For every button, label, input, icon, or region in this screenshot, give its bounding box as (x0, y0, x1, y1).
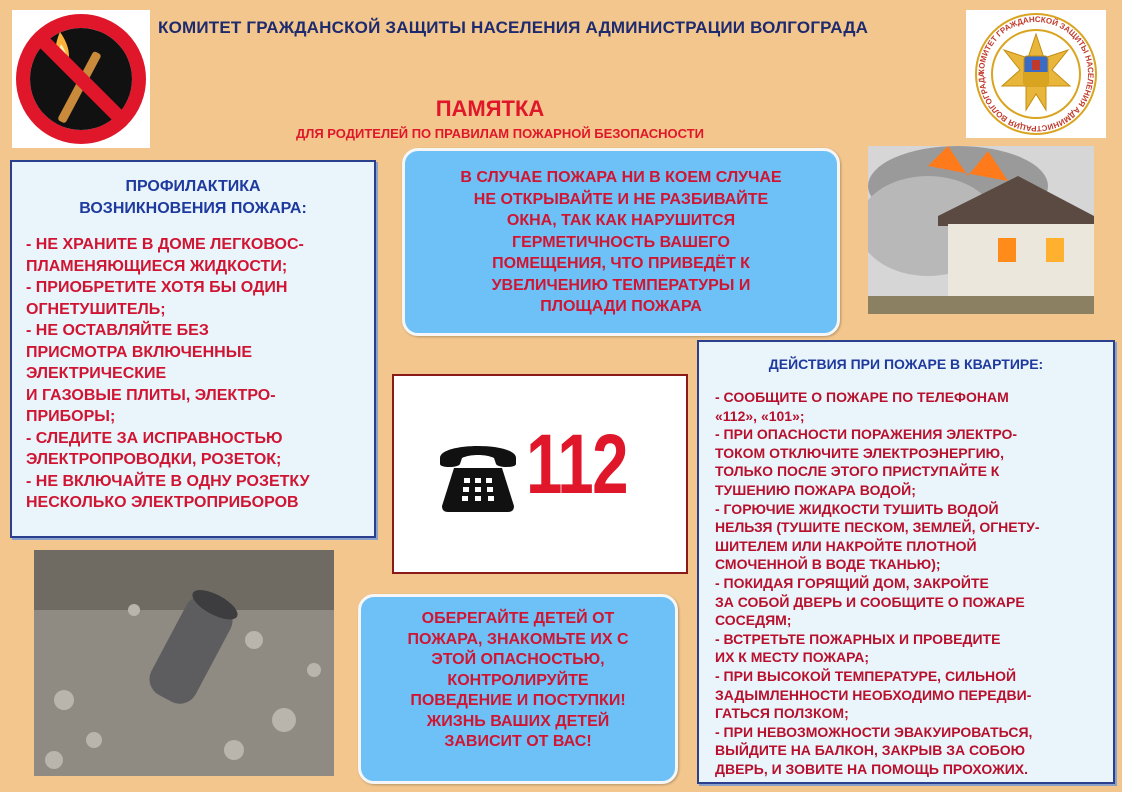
children-warning-callout (358, 594, 678, 784)
list-item: - ВСТРЕТЬТЕ ПОЖАРНЫХ И ПРОВЕДИТЕ ИХ К МЕСТУ ПОЖАРА; (715, 630, 1001, 666)
window-warning-callout (402, 148, 840, 336)
burning-house-photo (868, 146, 1094, 314)
telephone-icon (436, 432, 520, 516)
list-item: - НЕ ХРАНИТЕ В ДОМЕ ЛЕГКОВОС- ПЛАМЕНЯЮЩИЕСЯ ЖИДКОСТИ; (26, 236, 304, 275)
emblem-ring-text: КОМИТЕТ ГРАЖДАНСКОЙ ЗАЩИТЫ НАСЕЛЕНИЯ АДМИНИСТРАЦИЯ ВОЛГОГРАДА (976, 14, 1096, 134)
list-item: - СЛЕДИТЕ ЗА ИСПРАВНОСТЬЮ ЭЛЕКТРОПРОВОДКИ, РОЗЕТОК; (26, 429, 283, 468)
civil-defense-emblem-icon (966, 10, 1106, 138)
civil-defense-emblem (966, 10, 1106, 138)
actions-panel (697, 340, 1115, 784)
actions-list (715, 388, 1113, 778)
list-item: - ПРИ НЕВОЗМОЖНОСТИ ЭВАКУИРОВАТЬСЯ, ВЫЙДИТЕ НА БАЛКОН, ЗАКРЫВ ЗА СОБОЮ ДВЕРЬ, И ЗОВИТЕ НА ПОМОЩЬ ПРОХОЖИХ. (715, 723, 1033, 777)
actions-title: ДЕЙСТВИЯ ПРИ ПОЖАРЕ В КВАРТИРЕ: (768, 356, 1044, 372)
page-title: ПАМЯТКА (435, 96, 545, 121)
list-item: - НЕ ОСТАВЛЯЙТЕ БЕЗ ПРИСМОТРА ВКЛЮЧЕННЫЕ ЭЛЕКТРИЧЕСКИЕ И ГАЗОВЫЕ ПЛИТЫ, ЭЛЕКТРО- ПРИБОРЫ; (26, 322, 276, 425)
ground-debris-photo (34, 550, 334, 776)
list-item: - НЕ ВКЛЮЧАЙТЕ В ОДНУ РОЗЕТКУ НЕСКОЛЬКО ЭЛЕКТРОПРИБОРОВ (26, 472, 310, 511)
committee-title: КОМИТЕТ ГРАЖДАНСКОЙ ЗАЩИТЫ НАСЕЛЕНИЯ АДМИНИСТРАЦИИ ВОЛГОГРАДА (158, 18, 869, 37)
prevention-title-line2: ВОЗНИКНОВЕНИЯ ПОЖАРА: (79, 200, 307, 217)
prevention-panel (10, 160, 376, 538)
children-warning-text: ОБЕРЕГАЙТЕ ДЕТЕЙ ОТ ПОЖАРА, ЗНАКОМЬТЕ ИХ С ЭТОЙ ОПАСНОСТЬЮ, КОНТРОЛИРУЙТЕ ПОВЕДЕНИЕ И ПОСТУПКИ! ЖИЗНЬ ВАШИХ ДЕТЕЙ ЗАВИСИТ ОТ ВАС! (407, 610, 629, 750)
emergency-number: 112 (526, 417, 628, 511)
prevention-title-line1: ПРОФИЛАКТИКА (125, 178, 261, 195)
prevention-title (12, 176, 374, 220)
window-warning-text: В СЛУЧАЕ ПОЖАРА НИ В КОЕМ СЛУЧАЕ НЕ ОТКРЫВАЙТЕ И НЕ РАЗБИВАЙТЕ ОКНА, ТАК КАК НАРУШИТСЯ ГЕРМЕТИЧНОСТЬ ВАШЕГО ПОМЕЩЕНИЯ, ЧТО ПРИВЕДЁТ К УВЕЛИЧЕНИЮ ТЕМПЕРАТУРЫ И ПЛОЩАДИ ПОЖАРА (460, 169, 782, 315)
list-item: - ПРИ ОПАСНОСТИ ПОРАЖЕНИЯ ЭЛЕКТРО- ТОКОМ ОТКЛЮЧИТЕ ЭЛЕКТРОЭНЕРГИЮ, ТОЛЬКО ПОСЛЕ ЭТОГО ПРИСТУПАЙТЕ К ТУШЕНИЮ ПОЖАРА ВОДОЙ; (715, 426, 1018, 498)
no-matches-logo (12, 10, 150, 148)
list-item: - СООБЩИТЕ О ПОЖАРЕ ПО ТЕЛЕФОНАМ «112», «101»; (715, 389, 1009, 424)
prevention-list (26, 234, 374, 514)
list-item: - ГОРЮЧИЕ ЖИДКОСТИ ТУШИТЬ ВОДОЙ НЕЛЬЗЯ (ТУШИТЕ ПЕСКОМ, ЗЕМЛЕЙ, ОГНЕТУ- ШИТЕЛЕМ ИЛИ НАКРОЙТЕ ПЛОТНОЙ СМОЧЕННОЙ В ВОДЕ ТКАНЬЮ); (715, 500, 1040, 573)
page-subtitle: ДЛЯ РОДИТЕЛЕЙ ПО ПРАВИЛАМ ПОЖАРНОЙ БЕЗОПАСНОСТИ (295, 126, 705, 141)
no-matches-icon (12, 10, 150, 148)
list-item: - ПОКИДАЯ ГОРЯЩИЙ ДОМ, ЗАКРОЙТЕ ЗА СОБОЙ ДВЕРЬ И СООБЩИТЕ О ПОЖАРЕ СОСЕДЯМ; (715, 574, 1025, 629)
emergency-number-box (392, 374, 688, 574)
list-item: - ПРИ ВЫСОКОЙ ТЕМПЕРАТУРЕ, СИЛЬНОЙ ЗАДЫМЛЕННОСТИ НЕОБХОДИМО ПЕРЕДВИ- ГАТЬСЯ ПОЛЗКОМ; (715, 667, 1032, 722)
list-item: - ПРИОБРЕТИТЕ ХОТЯ БЫ ОДИН ОГНЕТУШИТЕЛЬ; (26, 279, 288, 318)
